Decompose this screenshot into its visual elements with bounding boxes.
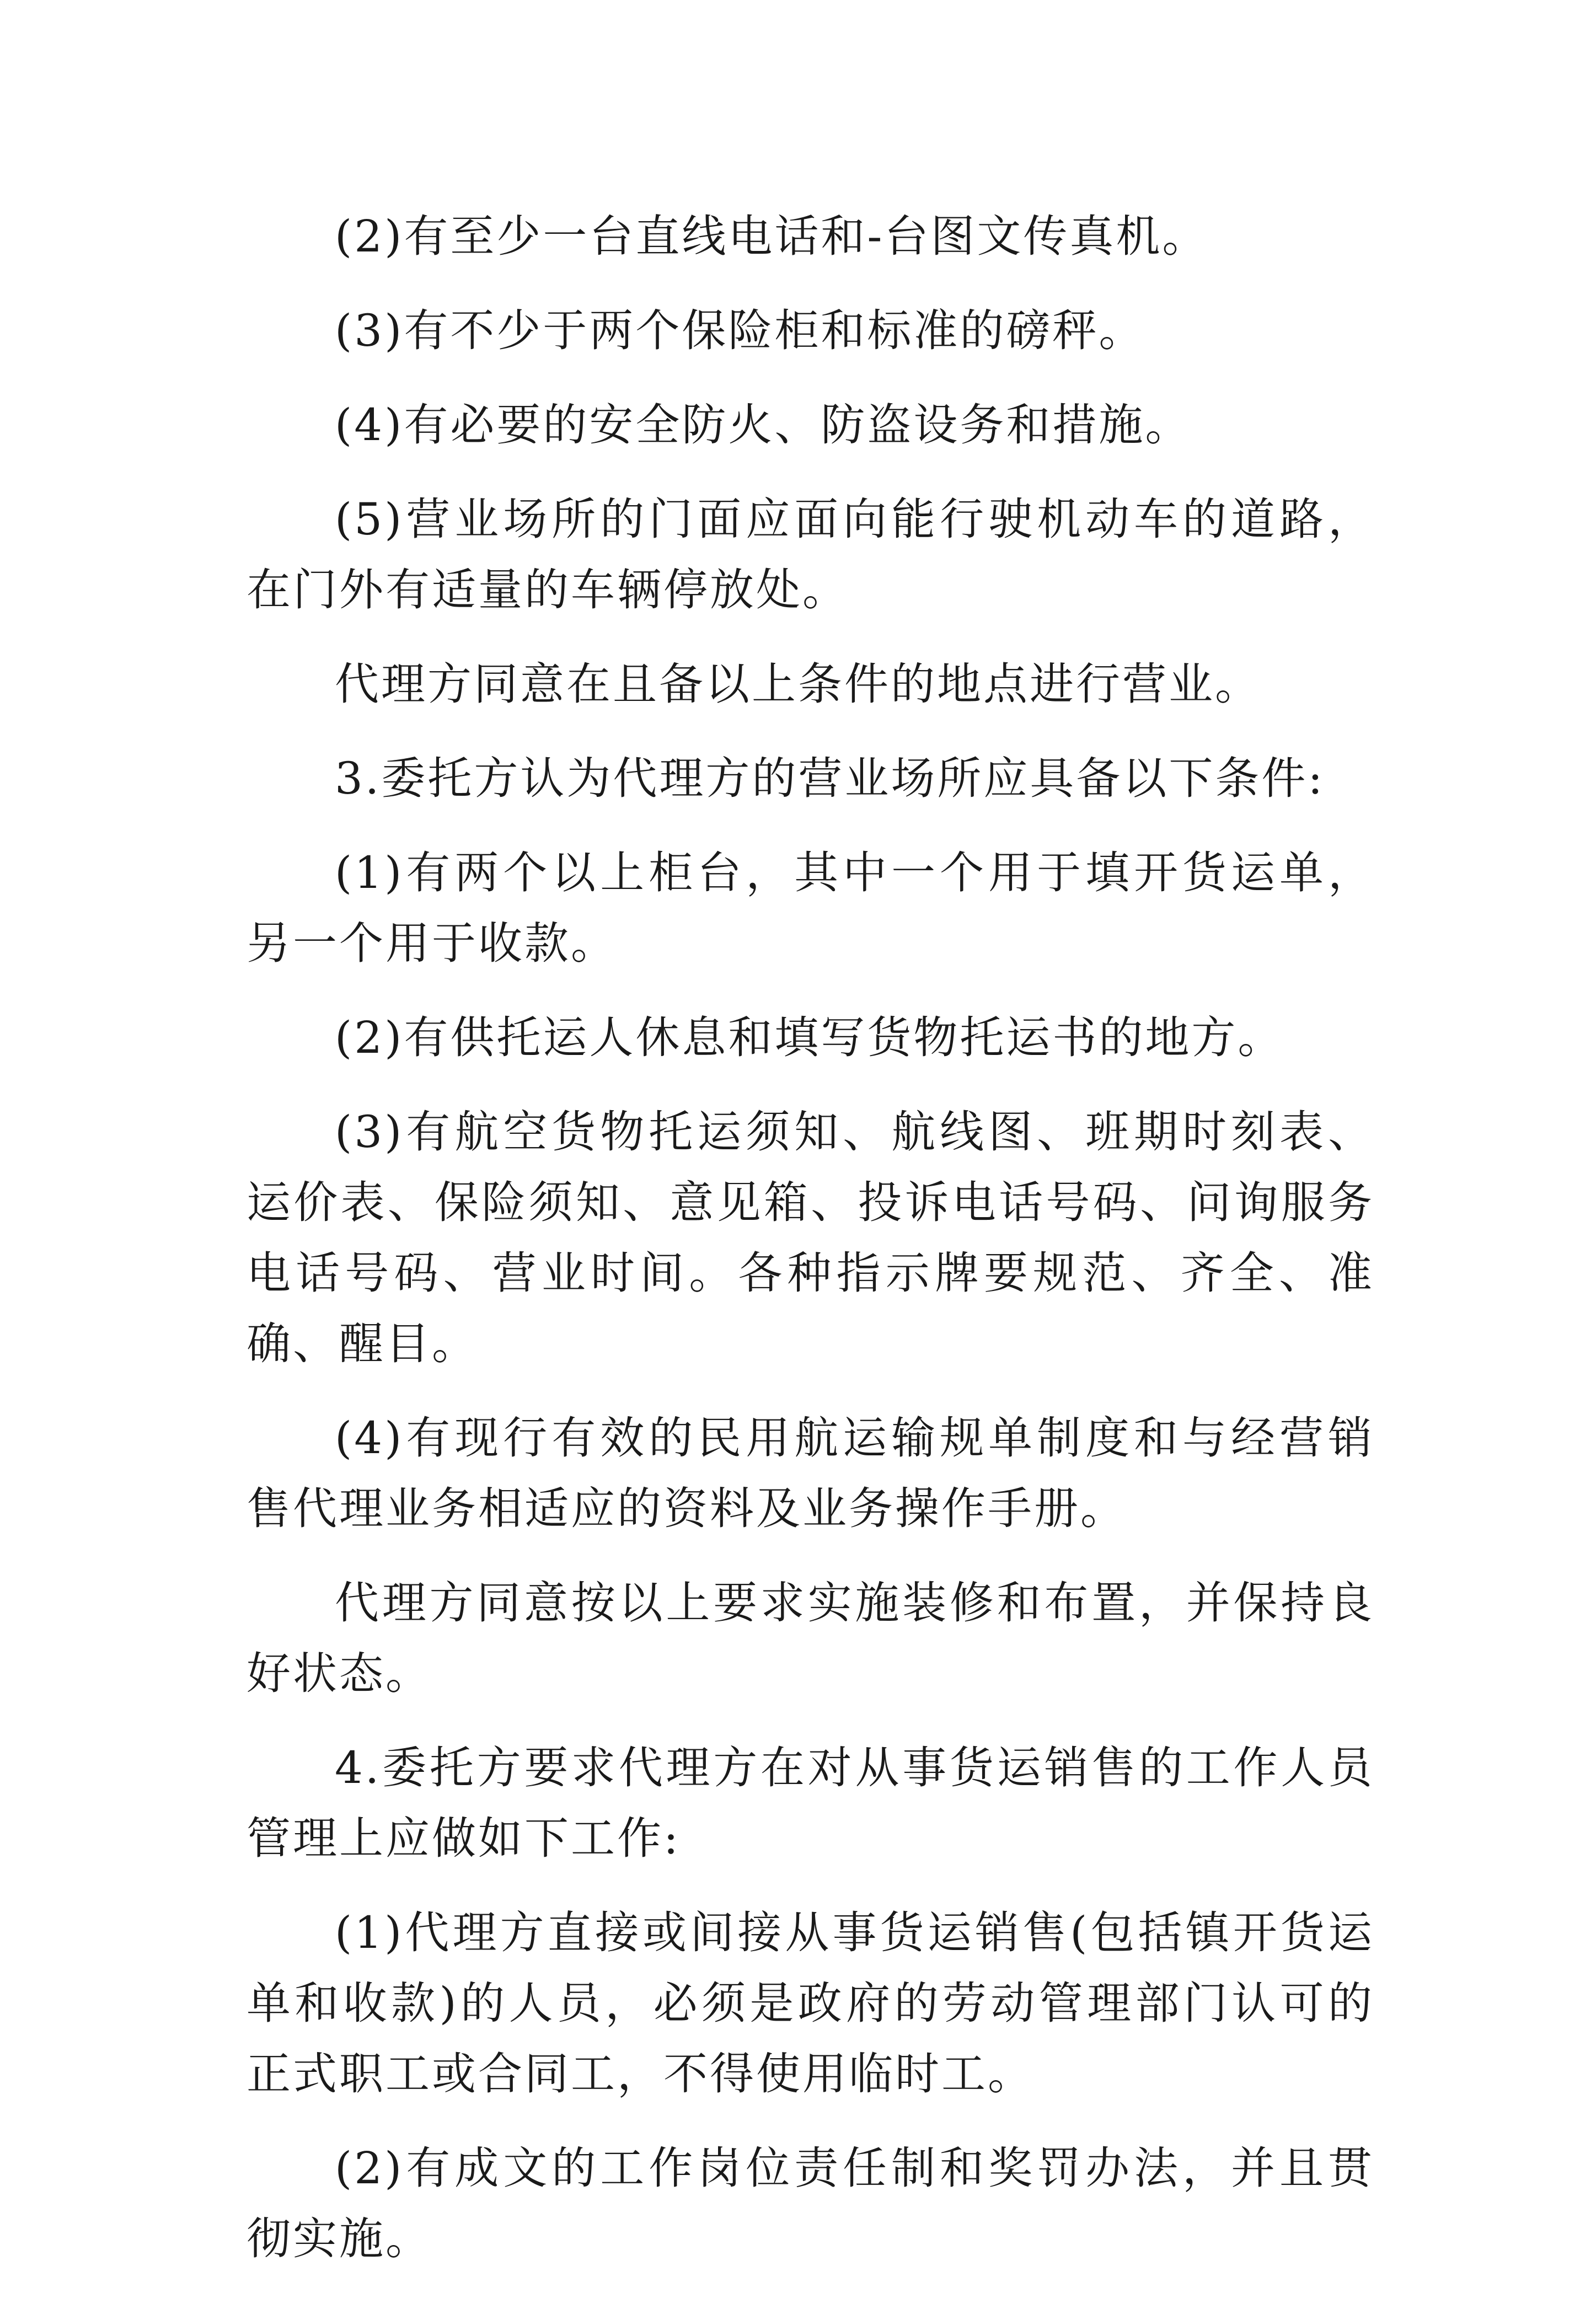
paragraph-section-4-heading: 4.委托方要求代理方在对从事货运销售的工作人员管理上应做如下工作: — [247, 1742, 1374, 1864]
paragraph-agent-agrees-decoration: 代理方同意按以上要求实施装修和布置，并保持良好状态。 — [247, 1577, 1374, 1699]
paragraph-item-1-counters: (1)有两个以上柜台，其中一个用于填开货运单，另一个用于收款。 — [247, 847, 1374, 969]
paragraph-item-4-fire-theft: (4)有必要的安全防火、防盗设务和措施。 — [335, 399, 1192, 451]
paragraph-agent-agrees-location: 代理方同意在且备以上条件的地点进行营业。 — [335, 658, 1261, 710]
paragraph-item-2-phone-fax: (2)有至少一台直线电话和-台图文传真机。 — [335, 211, 1209, 262]
paragraph-item-3-safe-scale: (3)有不少于两个保险柜和标准的磅秤。 — [335, 305, 1145, 356]
paragraph-item-1-staff: (1)代理方直接或间接从事货运销售(包括镇开货运单和收款)的人员，必须是政府的劳动管理部门认可的正式职工或合同工，不得使用临时工。 — [247, 1907, 1374, 2099]
paragraph-item-2-rest-area: (2)有供托运人休息和填写货物托运书的地方。 — [335, 1012, 1284, 1063]
paragraph-item-2-responsibility: (2)有成文的工作岗位责任制和奖罚办法，并且贯彻实施。 — [247, 2142, 1374, 2264]
paragraph-item-3-notices: (3)有航空货物托运须知、航线图、班期时刻表、运价表、保险须知、意见箱、投诉电话号码、问询服务电话号码、营业时间。各种指示牌要规范、齐全、准确、醒目。 — [247, 1106, 1374, 1369]
paragraph-item-5-storefront: (5)营业场所的门面应面向能行驶机动车的道路，在门外有适量的车辆停放处。 — [247, 494, 1374, 615]
document-body — [247, 201, 1374, 2298]
paragraph-section-3-heading: 3.委托方认为代理方的营业场所应具备以下条件: — [335, 753, 1325, 804]
paragraph-item-4-regulations: (4)有现行有效的民用航运输规单制度和与经营销售代理业务相适应的资料及业务操作手册。 — [247, 1412, 1374, 1534]
